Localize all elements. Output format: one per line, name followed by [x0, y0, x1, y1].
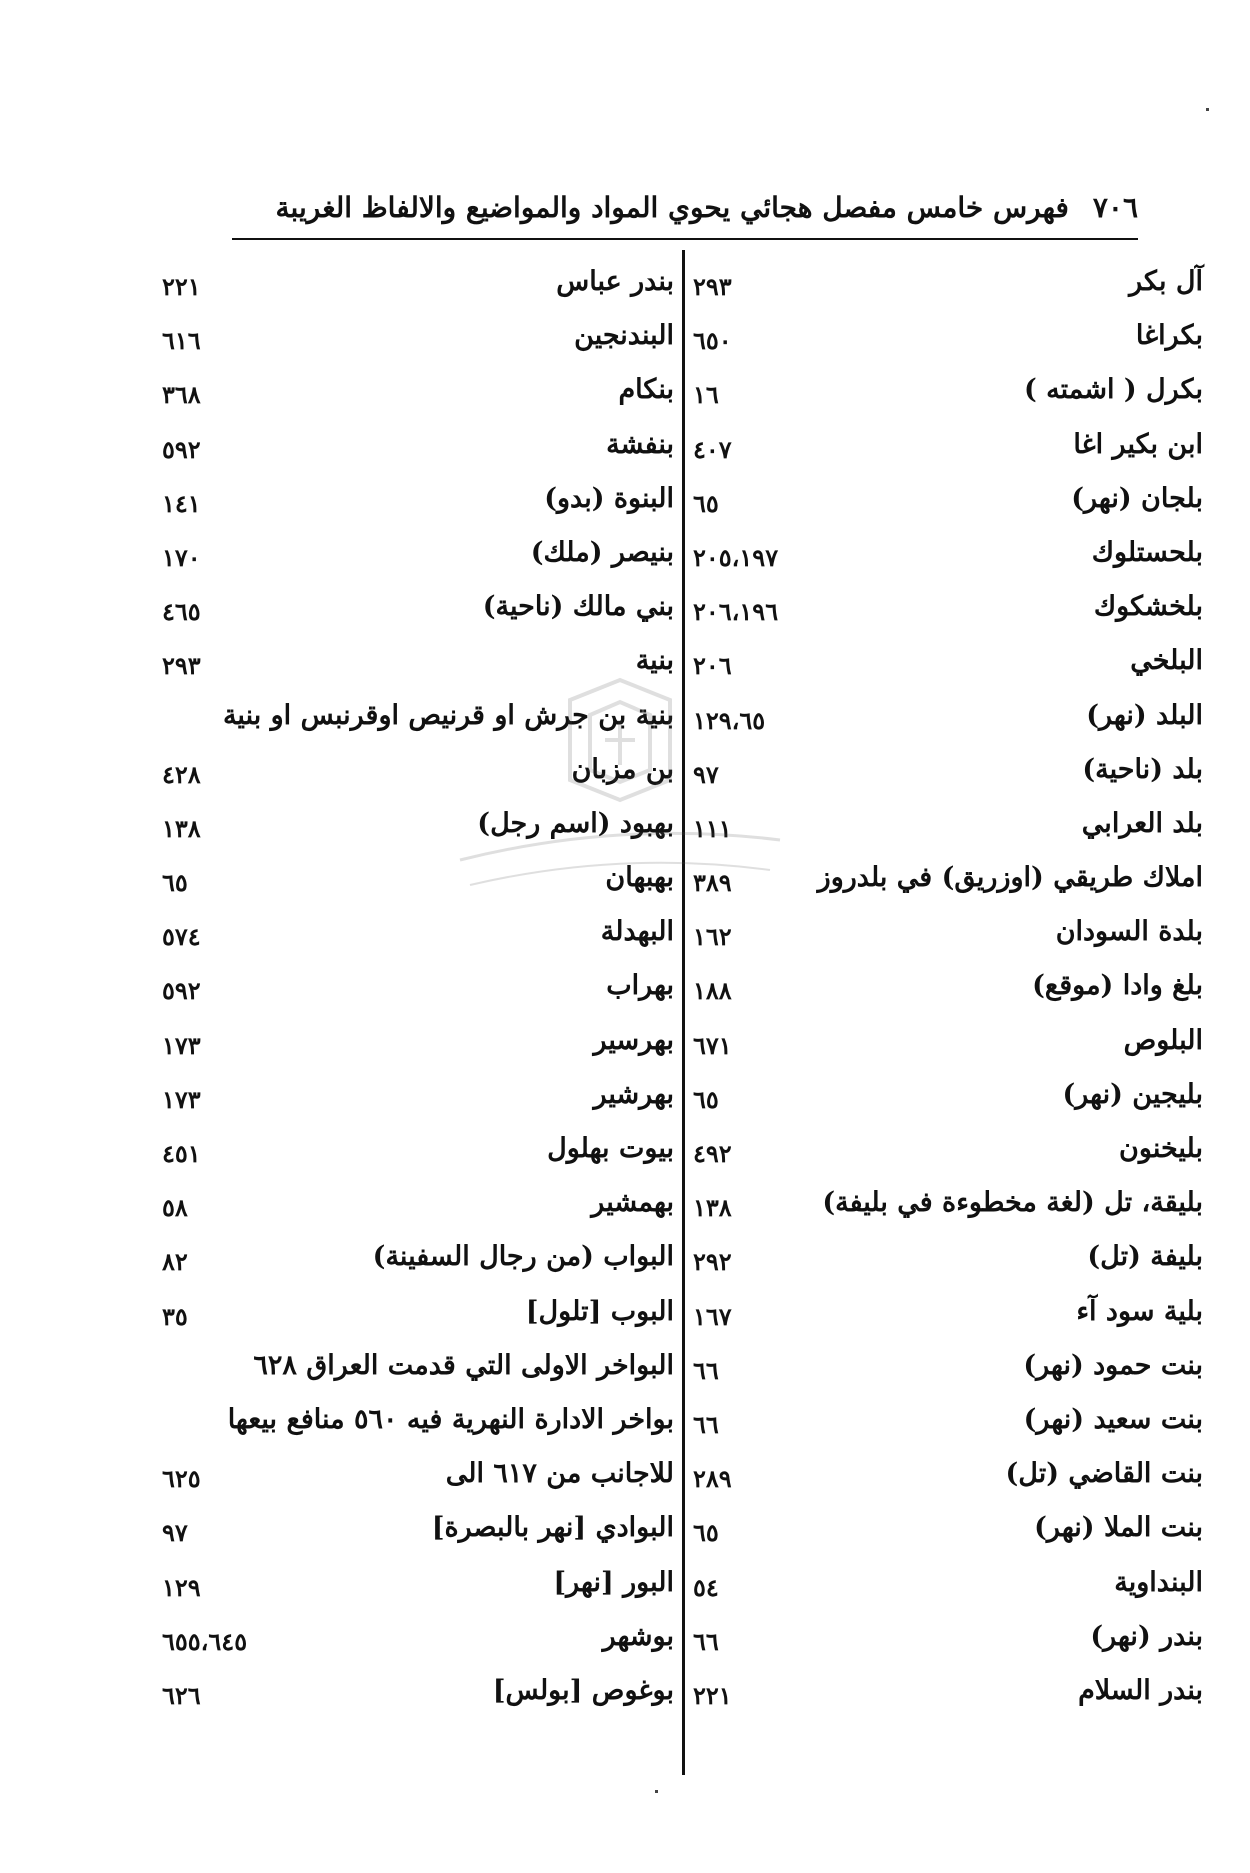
index-term: بنت القاضي (تل)	[1005, 1458, 1203, 1490]
index-term: بلحستلوك	[1091, 536, 1203, 568]
page-title: فهرس خامس مفصل هجائي يحوي المواد والمواضيع والالفاظ الغريبة	[275, 190, 1069, 224]
index-entry	[693, 1504, 1203, 1558]
index-entry	[162, 258, 674, 312]
index-term: بهبهان	[605, 862, 674, 894]
index-entry	[693, 1179, 1203, 1233]
page-reference: ٦١٦	[162, 326, 201, 356]
page-reference: ١٦٢	[693, 922, 732, 952]
index-term: البهدلة	[600, 916, 674, 948]
index-entry	[693, 366, 1203, 420]
page-reference: ٦٥	[162, 868, 188, 898]
index-entry	[162, 421, 674, 475]
page-reference: ٦٢٥	[162, 1464, 201, 1494]
page-reference: ٤٢٨	[162, 759, 201, 789]
index-term: املاك طريقي (اوزريق) في بلدروز	[817, 862, 1203, 894]
index-term: بهرشير	[593, 1078, 674, 1110]
column-divider	[682, 250, 685, 1775]
index-entry	[693, 1559, 1203, 1613]
page-reference: ٢٨٩	[693, 1464, 732, 1494]
index-entry	[693, 421, 1203, 475]
index-entry	[693, 312, 1203, 366]
page-reference: ٨٢	[162, 1247, 188, 1277]
index-entry	[162, 583, 674, 637]
index-entry	[162, 962, 674, 1016]
header-rule	[232, 238, 1138, 240]
index-entry	[693, 962, 1203, 1016]
page-reference: ٢٠٦	[693, 651, 732, 681]
page-reference: ١٣٨	[162, 813, 201, 843]
page-reference: ١٧٣	[162, 1030, 201, 1060]
index-entry	[693, 475, 1203, 529]
page-reference: ١١١	[693, 813, 732, 843]
index-term: البلد (نهر)	[1086, 699, 1203, 731]
index-term: البواب (من رجال السفينة)	[372, 1241, 674, 1273]
index-term: بلدة السودان	[1055, 916, 1203, 948]
right-column	[693, 258, 1203, 1788]
page-reference: ٥٧٤	[162, 922, 201, 952]
index-entry	[162, 1396, 674, 1450]
index-term: بندر السلام	[1078, 1674, 1203, 1706]
page-reference: ٢٢١	[693, 1680, 732, 1710]
page-reference: ٥٩٢	[162, 976, 201, 1006]
page-reference: ١٣٨	[693, 1193, 732, 1223]
index-entry	[162, 529, 674, 583]
page-reference: ١٨٨	[693, 976, 732, 1006]
index-term: بليخنون	[1119, 1133, 1203, 1164]
index-term: بلغ وادا (موقع)	[1032, 970, 1203, 1002]
index-term: البوب [تلول]	[525, 1295, 674, 1327]
index-term: بندر (نهر)	[1090, 1620, 1203, 1652]
index-term: البندنجين	[574, 320, 674, 352]
page-reference: ١٤١	[162, 488, 201, 518]
index-entry	[162, 1125, 674, 1179]
library-stamp-watermark	[440, 670, 800, 930]
index-term: بليفة (تل)	[1087, 1241, 1203, 1273]
index-entry	[693, 1017, 1203, 1071]
page-reference: ٢٩٢	[693, 1247, 732, 1277]
index-term: بوشهر	[602, 1620, 674, 1652]
page-reference: ٢٩٣	[693, 272, 732, 301]
index-entry	[693, 1125, 1203, 1179]
page-reference: ٦٢٦	[162, 1680, 201, 1710]
index-term: بن مزبان	[571, 753, 674, 785]
index-entry	[693, 1450, 1203, 1504]
page-reference: ١٦٧	[693, 1301, 732, 1331]
page-reference: ٣٦٨	[162, 380, 201, 410]
page-reference: ١٧٠	[162, 542, 201, 572]
page-reference: ٦٧١	[693, 1030, 732, 1060]
index-term: بنت حمود (نهر)	[1023, 1349, 1203, 1381]
page-reference: ٦٦	[693, 1409, 719, 1439]
index-term: بليجين (نهر)	[1062, 1078, 1203, 1110]
index-entry	[693, 529, 1203, 583]
index-entry	[162, 366, 674, 420]
index-entry	[693, 258, 1203, 312]
index-term: بهراب	[606, 970, 674, 1002]
index-entry	[162, 1559, 674, 1613]
index-term: بهرسير	[593, 1024, 674, 1056]
page-reference: ٦٥٠	[693, 326, 732, 356]
page-number: ٧٠٦	[1092, 190, 1138, 224]
index-entry	[693, 1613, 1203, 1667]
index-term: بليقة، تل (لغة مخطوءة في بليفة)	[822, 1187, 1203, 1219]
index-entry	[693, 1071, 1203, 1125]
page-reference: ٢٠٥،١٩٧	[693, 542, 779, 572]
index-entry	[162, 1233, 674, 1287]
index-term: بنيصر (ملك)	[530, 536, 674, 568]
page-reference: ٤٦٥	[162, 597, 201, 627]
speck	[655, 1790, 658, 1793]
page-reference: ٤٥١	[162, 1139, 201, 1168]
index-term: آل بكر	[1129, 266, 1203, 297]
index-term: بني مالك (ناحية)	[482, 591, 674, 623]
index-term: بكراغا	[1135, 320, 1203, 352]
speck	[1206, 108, 1209, 111]
index-entry	[162, 1071, 674, 1125]
index-term: بهبود (اسم رجل)	[477, 807, 674, 839]
index-entry	[693, 1233, 1203, 1287]
index-entry	[162, 1504, 674, 1558]
index-term: البوادي [نهر بالبصرة]	[431, 1512, 674, 1544]
index-term: بكرل ( اشمته )	[1023, 374, 1203, 406]
page-reference: ٤٠٧	[693, 434, 732, 464]
page-reference: ٤٩٢	[693, 1139, 732, 1168]
index-term: البنوة (بدو)	[544, 482, 674, 514]
index-term: البنداوية	[1114, 1566, 1203, 1598]
index-term: بنفشة	[606, 428, 674, 460]
index-term: بنية	[635, 645, 674, 677]
page-reference: ١٢٩،٦٥	[693, 705, 766, 735]
index-term: بلية سود آء	[1076, 1295, 1203, 1327]
index-entry	[162, 1017, 674, 1071]
index-entry	[693, 583, 1203, 637]
page-reference: ٩٧	[693, 759, 719, 789]
index-term: بيوت بهلول	[547, 1133, 674, 1164]
index-term: البواخر الاولى التي قدمت العراق ٦٢٨	[253, 1349, 674, 1381]
index-term: بواخر الادارة النهرية فيه ٥٦٠ منافع بيعها	[227, 1403, 674, 1435]
page-reference: ٦٥	[693, 488, 719, 518]
index-term: بنكام	[618, 374, 674, 406]
index-entry	[162, 1288, 674, 1342]
index-term: بلخشكوك	[1093, 591, 1203, 623]
page-reference: ٥٩٢	[162, 434, 201, 464]
page-reference: ١٢٩	[162, 1572, 201, 1602]
index-entry	[693, 1396, 1203, 1450]
index-entry	[162, 1342, 674, 1396]
index-term: البور [نهر]	[553, 1566, 674, 1598]
index-term: البلوص	[1123, 1024, 1203, 1056]
index-term: بنت سعيد (نهر)	[1023, 1403, 1203, 1435]
index-entry	[693, 1288, 1203, 1342]
index-term: بوغوص [بولس]	[492, 1674, 674, 1706]
index-term: بهمشير	[591, 1187, 674, 1219]
index-term: البلخي	[1130, 645, 1203, 677]
index-term: بلجان (نهر)	[1071, 482, 1203, 514]
index-term: ابن بكير اغا	[1073, 428, 1203, 460]
index-entry	[693, 1342, 1203, 1396]
page-reference: ٦٦	[693, 1626, 719, 1656]
index-entry	[162, 1667, 674, 1721]
index-term: بنت الملا (نهر)	[1034, 1512, 1203, 1544]
index-term: بنية بن جرش او قرنيص اوقرنبس او بنية	[222, 699, 674, 731]
index-term: بلد (ناحية)	[1082, 753, 1203, 785]
page-reference: ٣٥	[162, 1301, 188, 1331]
index-entry	[693, 1667, 1203, 1721]
page-reference: ٦٥٥،٦٤٥	[162, 1626, 248, 1656]
index-term: بندر عباس	[556, 266, 674, 297]
page-reference: ٥٨	[162, 1193, 188, 1223]
index-term: للاجانب من ٦١٧ الى	[445, 1458, 674, 1490]
page-reference: ٥٤	[693, 1572, 719, 1602]
page-reference: ٣٨٩	[693, 868, 732, 898]
page-reference: ٢٢١	[162, 272, 201, 301]
page-reference: ٩٧	[162, 1518, 188, 1548]
index-entry	[162, 1450, 674, 1504]
page-reference: ٦٦	[693, 1355, 719, 1385]
left-column	[162, 258, 674, 1788]
page-reference: ١٦	[693, 380, 719, 410]
index-entry	[162, 1613, 674, 1667]
page-reference: ٢٠٦،١٩٦	[693, 597, 779, 627]
page-reference: ٦٥	[693, 1084, 719, 1114]
index-entry	[162, 312, 674, 366]
page-reference: ٦٥	[693, 1518, 719, 1548]
page-reference: ١٧٣	[162, 1084, 201, 1114]
page-reference: ٢٩٣	[162, 651, 201, 681]
index-entry	[162, 1179, 674, 1233]
index-entry	[162, 475, 674, 529]
index-term: بلد العرابي	[1081, 807, 1203, 839]
running-header	[238, 182, 1138, 232]
